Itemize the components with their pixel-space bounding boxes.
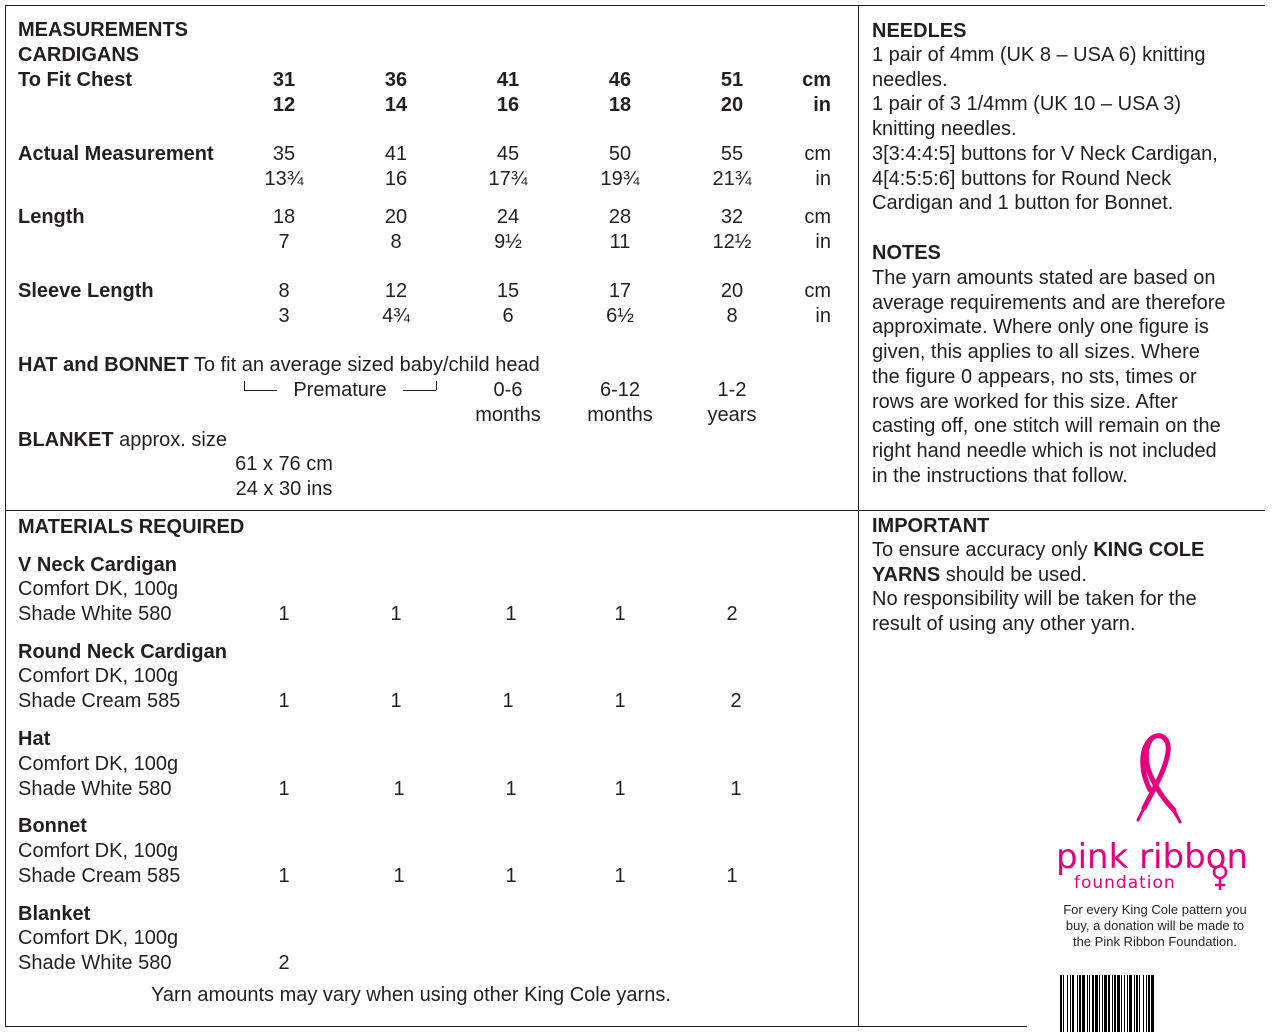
unit-in: in bbox=[815, 168, 831, 190]
notes-text bbox=[872, 266, 1264, 488]
barcode-bar bbox=[1134, 975, 1135, 1032]
material-qty: 1 bbox=[390, 690, 402, 712]
premature-bracket-left-tick bbox=[244, 381, 245, 390]
material-qty: 1 bbox=[502, 690, 514, 712]
unit-cm: cm bbox=[804, 143, 831, 165]
premature-label: Premature bbox=[293, 379, 387, 401]
notes-line: in the instructions that follow. bbox=[872, 464, 1128, 487]
barcode-bar bbox=[1077, 975, 1078, 1032]
to-fit-chest-label: To Fit Chest bbox=[18, 69, 133, 91]
caption-line: buy, a donation will be made to bbox=[1065, 918, 1245, 933]
to-fit-cm-4: 46 bbox=[608, 69, 632, 91]
notes-line: given, this applies to all sizes. Where bbox=[872, 341, 1200, 364]
barcode-bar bbox=[1139, 975, 1140, 1032]
caption-line: the Pink Ribbon Foundation. bbox=[1072, 934, 1238, 949]
barcode-bar bbox=[1095, 975, 1098, 1032]
row-value: 8 bbox=[278, 280, 290, 302]
barcode-bar bbox=[1063, 975, 1064, 1032]
barcode-bar bbox=[1082, 975, 1085, 1032]
row-value: 32 bbox=[720, 206, 744, 228]
row-value: 15 bbox=[496, 280, 520, 302]
material-item-shade: Shade White 580 bbox=[18, 603, 172, 625]
material-qty: 1 bbox=[278, 778, 290, 800]
row-value: 35 bbox=[272, 143, 296, 165]
to-fit-in-4: 18 bbox=[608, 94, 632, 116]
pink-ribbon-wordmark: pink ribbon bbox=[1056, 837, 1249, 877]
row-value: 50 bbox=[608, 143, 632, 165]
barcode-bar bbox=[1099, 975, 1100, 1032]
important-line-4: result of using any other yarn. bbox=[872, 613, 1136, 636]
notes-line: the figure 0 appears, no sts, times or bbox=[872, 365, 1197, 388]
hat-bonnet-label bbox=[18, 353, 540, 378]
material-qty: 1 bbox=[390, 603, 402, 625]
barcode-bar bbox=[1112, 975, 1113, 1032]
unit-in: in bbox=[815, 305, 831, 327]
material-qty: 1 bbox=[505, 778, 517, 800]
material-item-shade: Shade White 580 bbox=[18, 952, 172, 974]
material-qty: 1 bbox=[393, 865, 405, 887]
material-qty: 2 bbox=[278, 952, 290, 974]
material-item-yarn: Comfort DK, 100g bbox=[18, 665, 179, 687]
needles-text bbox=[872, 43, 1264, 216]
hat-size-top: 1-2 bbox=[717, 379, 747, 401]
barcode-bar bbox=[1127, 975, 1128, 1032]
section-divider-materials bbox=[5, 510, 858, 511]
important-heading: IMPORTANT bbox=[872, 515, 990, 537]
barcode-bar bbox=[1121, 975, 1122, 1032]
to-fit-in-2: 14 bbox=[384, 94, 408, 116]
barcode-bar bbox=[1148, 975, 1150, 1032]
row-value: 24 bbox=[496, 206, 520, 228]
notes-line: average requirements and are therefore bbox=[872, 291, 1226, 314]
unit-cm: cm bbox=[804, 280, 831, 302]
needles-line: 1 pair of 4mm (UK 8 – USA 6) knitting bbox=[872, 44, 1206, 66]
barcode-bar bbox=[1104, 975, 1107, 1032]
barcode-bar bbox=[1089, 975, 1090, 1032]
row-value: 13¾ bbox=[264, 168, 304, 190]
to-fit-in-1: 12 bbox=[272, 94, 296, 116]
frame-left bbox=[5, 5, 6, 1027]
row-value: 7 bbox=[278, 231, 290, 253]
row-value: 17¾ bbox=[488, 168, 528, 190]
needles-heading: NEEDLES bbox=[872, 20, 967, 42]
measurements-heading: MEASUREMENTS bbox=[18, 19, 189, 41]
barcode-icon bbox=[1058, 975, 1266, 1032]
needles-line: knitting needles. bbox=[872, 118, 1017, 141]
row-value: 16 bbox=[384, 168, 408, 190]
unit-cm: cm bbox=[804, 206, 831, 228]
section-divider-right bbox=[858, 510, 1265, 511]
row-value: 8 bbox=[726, 305, 738, 327]
row-value: 12 bbox=[384, 280, 408, 302]
barcode-bar bbox=[1072, 975, 1074, 1032]
barcode-bar bbox=[1143, 975, 1144, 1032]
material-item-name: Bonnet bbox=[18, 815, 87, 837]
material-item-yarn: Comfort DK, 100g bbox=[18, 753, 179, 775]
cardigans-subheading: CARDIGANS bbox=[18, 44, 140, 66]
needles-line: 3[3:4:4:5] buttons for V Neck Cardigan, bbox=[872, 142, 1218, 165]
blanket-label bbox=[18, 428, 227, 453]
material-item-yarn: Comfort DK, 100g bbox=[18, 840, 179, 862]
material-item-name: V Neck Cardigan bbox=[18, 554, 177, 576]
material-qty: 1 bbox=[730, 778, 742, 800]
brand-name-bold: KING COLE bbox=[1093, 539, 1205, 561]
notes-line: right hand needle which is not included bbox=[872, 439, 1217, 462]
blanket-size-cm: 61 x 76 cm bbox=[235, 453, 333, 475]
notes-line: rows are worked for this size. After bbox=[872, 390, 1178, 413]
to-fit-unit-cm: cm bbox=[802, 69, 831, 91]
barcode-bar bbox=[1092, 975, 1094, 1032]
hat-size-top: 0-6 bbox=[493, 379, 523, 401]
column-divider bbox=[858, 5, 859, 1027]
row-value: 3 bbox=[278, 305, 290, 327]
row-value: 4¾ bbox=[382, 305, 410, 327]
row-value: 28 bbox=[608, 206, 632, 228]
material-qty: 1 bbox=[614, 778, 626, 800]
material-qty: 1 bbox=[505, 865, 517, 887]
material-qty: 1 bbox=[393, 778, 405, 800]
frame-bottom-left bbox=[5, 1026, 1027, 1027]
row-label: Length bbox=[18, 206, 85, 228]
materials-footnote: Yarn amounts may vary when using other King Cole yarns. bbox=[151, 984, 671, 1006]
to-fit-cm-1: 31 bbox=[272, 69, 296, 91]
hat-bonnet-label-rest: To fit an average sized baby/child head bbox=[188, 354, 540, 376]
premature-bracket-right-tick bbox=[436, 381, 437, 390]
row-value: 21¾ bbox=[712, 168, 752, 190]
to-fit-unit-in: in bbox=[813, 94, 831, 116]
barcode-bar bbox=[1087, 975, 1088, 1032]
material-item-shade: Shade Cream 585 bbox=[18, 865, 181, 887]
premature-bracket-left-line bbox=[244, 390, 277, 391]
material-item-shade: Shade Cream 585 bbox=[18, 690, 181, 712]
material-item-name: Hat bbox=[18, 728, 51, 750]
materials-heading: MATERIALS REQUIRED bbox=[18, 516, 245, 538]
needles-line: 4[4:5:5:6] buttons for Round Neck bbox=[872, 167, 1172, 190]
row-label: Sleeve Length bbox=[18, 280, 154, 302]
material-item-name: Round Neck Cardigan bbox=[18, 641, 227, 663]
material-qty: 1 bbox=[614, 603, 626, 625]
material-item-yarn: Comfort DK, 100g bbox=[18, 927, 179, 949]
row-value: 45 bbox=[496, 143, 520, 165]
needles-line: Cardigan and 1 button for Bonnet. bbox=[872, 192, 1174, 215]
barcode-bar bbox=[1102, 975, 1103, 1032]
pink-ribbon-logo bbox=[1040, 730, 1270, 895]
barcode-bar bbox=[1079, 975, 1081, 1032]
row-value: 17 bbox=[608, 280, 632, 302]
barcode-bar bbox=[1070, 975, 1071, 1032]
material-item-yarn: Comfort DK, 100g bbox=[18, 578, 179, 600]
material-qty: 1 bbox=[614, 690, 626, 712]
to-fit-in-5: 20 bbox=[720, 94, 744, 116]
row-value: 12½ bbox=[712, 231, 752, 253]
barcode-bar bbox=[1117, 975, 1120, 1032]
important-text bbox=[872, 538, 1264, 637]
notes-line: approximate. Where only one figure is bbox=[872, 316, 1209, 339]
material-qty: 1 bbox=[278, 603, 290, 625]
row-value: 20 bbox=[384, 206, 408, 228]
barcode-bar bbox=[1129, 975, 1132, 1032]
to-fit-cm-3: 41 bbox=[496, 69, 520, 91]
row-value: 9½ bbox=[494, 231, 522, 253]
barcode-bar bbox=[1124, 975, 1125, 1032]
barcode bbox=[1058, 975, 1266, 1032]
blanket-label-rest: approx. size bbox=[113, 429, 227, 451]
caption-line: For every King Cole pattern you bbox=[1063, 902, 1247, 917]
to-fit-cm-2: 36 bbox=[384, 69, 408, 91]
blanket-size-in: 24 x 30 ins bbox=[235, 478, 333, 500]
blanket-label-bold: BLANKET bbox=[18, 429, 114, 451]
barcode-bar bbox=[1146, 975, 1147, 1032]
important-text-plain: should be used. bbox=[940, 563, 1087, 586]
barcode-bar bbox=[1114, 975, 1116, 1032]
material-qty: 2 bbox=[726, 603, 738, 625]
important-line-1 bbox=[872, 538, 1264, 563]
row-value: 20 bbox=[720, 280, 744, 302]
row-value: 19¾ bbox=[600, 168, 640, 190]
pink-ribbon-icon bbox=[1040, 730, 1270, 895]
barcode-bar bbox=[1060, 975, 1062, 1032]
row-value: 6½ bbox=[606, 305, 634, 327]
needles-line: needles. bbox=[872, 68, 948, 91]
notes-line: The yarn amounts stated are based on bbox=[872, 267, 1216, 289]
notes-line: casting off, one stitch will remain on the bbox=[872, 415, 1221, 438]
hat-size-bottom: years bbox=[707, 404, 757, 426]
important-text-plain: To ensure accuracy only bbox=[872, 539, 1094, 561]
hat-bonnet-label-bold: HAT and BONNET bbox=[18, 354, 189, 376]
important-line-3: No responsibility will be taken for the bbox=[872, 588, 1197, 611]
material-qty: 1 bbox=[278, 690, 290, 712]
unit-in: in bbox=[815, 231, 831, 253]
to-fit-cm-5: 51 bbox=[720, 69, 744, 91]
barcode-bar bbox=[1136, 975, 1138, 1032]
pink-ribbon-wordmark-sub: foundation bbox=[1074, 873, 1176, 893]
needles-line: 1 pair of 3 1/4mm (UK 10 – USA 3) bbox=[872, 93, 1182, 116]
row-value: 41 bbox=[384, 143, 408, 165]
row-value: 6 bbox=[502, 305, 514, 327]
barcode-bar bbox=[1108, 975, 1110, 1032]
row-label: Actual Measurement bbox=[18, 143, 214, 165]
row-value: 11 bbox=[609, 231, 631, 253]
row-value: 55 bbox=[720, 143, 744, 165]
material-item-shade: Shade White 580 bbox=[18, 778, 172, 800]
hat-size-top: 6-12 bbox=[599, 379, 641, 401]
material-qty: 2 bbox=[730, 690, 742, 712]
row-value: 8 bbox=[390, 231, 402, 253]
to-fit-in-3: 16 bbox=[496, 94, 520, 116]
material-qty: 1 bbox=[505, 603, 517, 625]
premature-bracket-right-line bbox=[403, 390, 436, 391]
material-item-name: Blanket bbox=[18, 903, 91, 925]
material-qty: 1 bbox=[726, 865, 738, 887]
barcode-bar bbox=[1067, 975, 1068, 1032]
notes-heading: NOTES bbox=[872, 242, 941, 264]
hat-size-bottom: months bbox=[475, 404, 541, 426]
barcode-bar bbox=[1151, 975, 1154, 1032]
pink-ribbon-caption bbox=[1040, 902, 1270, 950]
frame-top bbox=[5, 5, 1265, 6]
brand-name-bold: YARNS bbox=[872, 563, 941, 586]
row-value: 18 bbox=[272, 206, 296, 228]
important-line-2 bbox=[872, 563, 1264, 588]
hat-size-bottom: months bbox=[587, 404, 653, 426]
material-qty: 1 bbox=[614, 865, 626, 887]
material-qty: 1 bbox=[278, 865, 290, 887]
